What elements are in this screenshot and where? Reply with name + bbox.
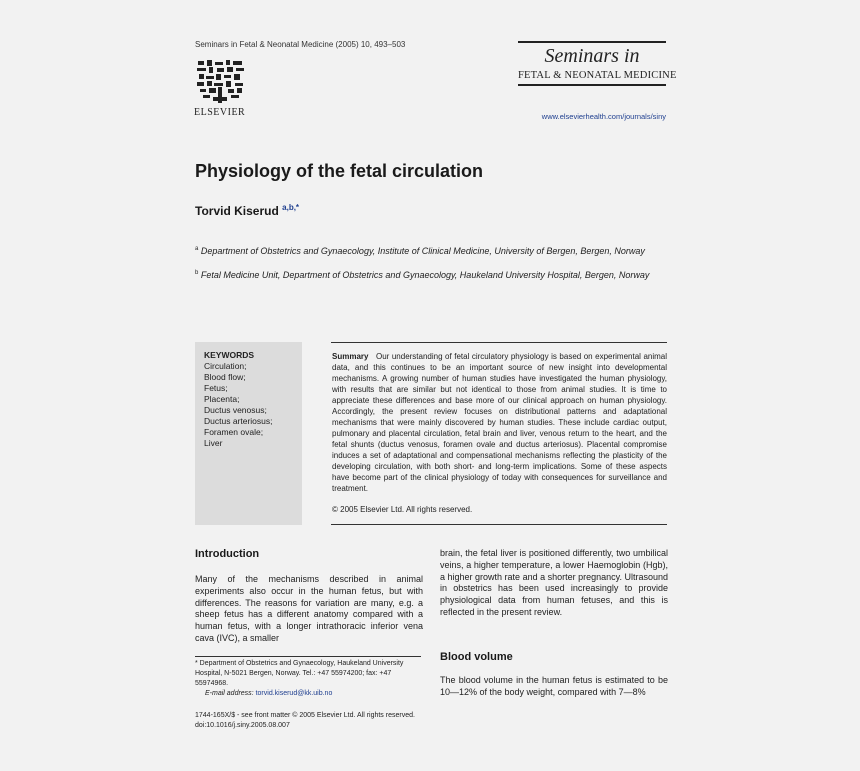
affiliation-mark: a: [195, 246, 199, 252]
keyword-item: Circulation;: [204, 361, 247, 371]
abstract-copyright: © 2005 Elsevier Ltd. All rights reserved.: [332, 505, 473, 514]
keyword-item: Liver: [204, 438, 223, 448]
issn-line: 1744-165X/$ - see front matter © 2005 Elsevier Ltd. All rights reserved.: [195, 712, 415, 719]
front-matter-info: [195, 711, 415, 731]
affiliation-b: [195, 267, 667, 281]
abstract-rule-bottom: [331, 524, 667, 525]
keyword-item: Blood flow;: [204, 372, 246, 382]
journal-reference: Seminars in Fetal & Neonatal Medicine (2005) 10, 493–503: [195, 40, 406, 49]
author-name: Torvid Kiserud: [195, 204, 279, 218]
affiliation-text: Fetal Medicine Unit, Department of Obstetrics and Gynaecology, Haukeland University Hospital, Bergen, Norway: [200, 270, 650, 280]
publisher-name: ELSEVIER: [194, 107, 246, 118]
blood-volume-heading: Blood volume: [440, 651, 513, 663]
footnote-rule: [195, 656, 421, 657]
keyword-item: Ductus arteriosus;: [204, 416, 273, 426]
journal-masthead: [518, 41, 677, 86]
blood-volume-text: The blood volume in the human fetus is estimated to be 10—12% of the body weight, compared with 7—8%: [440, 675, 668, 697]
introduction-heading: Introduction: [195, 548, 260, 560]
author-line: [195, 203, 299, 218]
journal-website-link[interactable]: www.elsevierhealth.com/journals/siny: [541, 112, 666, 121]
article-title: Physiology of the fetal circulation: [195, 161, 484, 181]
masthead-rule-top: [518, 41, 666, 43]
keyword-item: Ductus venosus;: [204, 405, 267, 415]
email-link[interactable]: torvid.kiserud@kk.uib.no: [255, 690, 333, 697]
abstract-text: Our understanding of fetal circulatory physiology is based on experimental animal data, and this continues to be an important source of new insight into developmental mechanisms. A growing number of human studies have investigated the human physiology, with results that are similar but not identical to those from animal studies. It is time to appreciate these differences and base more of our clinical approach on human physiology. Accordingly, the present review focuses on distributional patterns and adaptational mechanisms that were mainly discovered by human studies. These include cardiac output, pulmonary and placental circulation, fetal brain and liver, venous return to the heart, and the fetal shunts (ductus venosus, foramen ovale and ductus arteriosus). Placental compromise induces a set of adaptational and compensational mechanisms reflecting the plasticity of the developing circulation, with both short- and long-term implications. Some of these aspects have become part of the clinical physiology of today with consequences for surveillance and treatment.: [332, 352, 668, 493]
elsevier-tree-logo: [195, 59, 247, 105]
abstract-label: Summary: [332, 352, 369, 361]
abstract-rule-top: [331, 342, 667, 343]
affiliation-mark: b: [195, 270, 199, 276]
masthead-rule-bottom: [518, 84, 666, 86]
correspondence-footnote: [195, 659, 421, 699]
masthead-subtitle: FETAL & NEONATAL MEDICINE: [518, 70, 677, 81]
introduction-left-text: Many of the mechanisms described in animal experiments also occur in the human fetus, but with differences. The reasons for variation are many, e.g. a sheep fetus has a different anatomy compared with a human fetus, with a longer intrathoracic inferior vena cava (IVC), a smaller: [195, 574, 423, 643]
masthead-title: Seminars in: [544, 45, 640, 67]
footnote-text: * Department of Obstetrics and Gynaecology, Haukeland University Hospital, N-5021 Bergen, Norway. Tel.: +47 55974200; fax: +47 55974968.: [195, 660, 404, 687]
footnote-email-line: [195, 689, 421, 699]
abstract: [332, 351, 667, 494]
keyword-item: Foramen ovale;: [204, 427, 264, 437]
introduction-right-text: brain, the fetal liver is positioned differently, two umbilical veins, a higher temperature, a lower Haemoglobin (Hgb), a higher growth rate and a shorter pregnancy. Ultrasound in obstetrics has been used increasingly to provide physiological data from human fetuses, and this is reflected in the present review.: [440, 548, 668, 617]
affiliation-text: Department of Obstetrics and Gynaecology, Institute of Clinical Medicine, University of Bergen, Bergen, Norway: [200, 246, 645, 256]
keywords-list: [204, 350, 273, 449]
affiliation-a: [195, 243, 667, 257]
email-label: E-mail address:: [205, 690, 254, 697]
keyword-item: Placenta;: [204, 394, 240, 404]
keyword-item: Fetus;: [204, 383, 228, 393]
keywords-heading: KEYWORDS: [204, 350, 255, 360]
author-affiliation-marks[interactable]: a,b,*: [282, 203, 300, 212]
doi-line[interactable]: doi:10.1016/j.siny.2005.08.007: [195, 722, 290, 729]
